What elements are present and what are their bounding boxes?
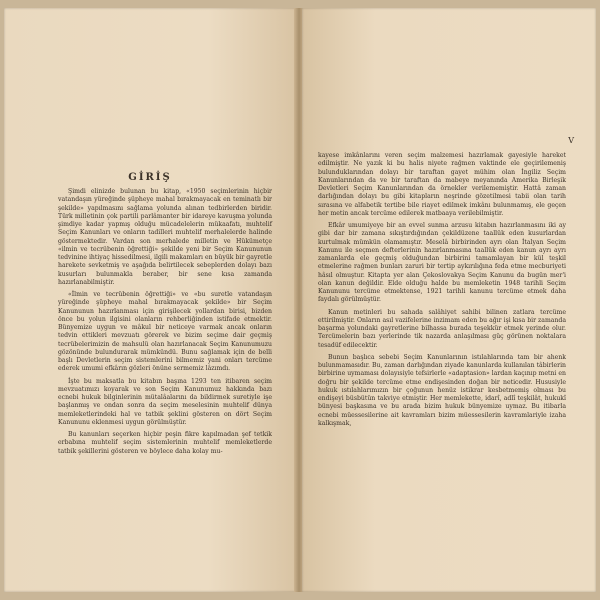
right-page — [302, 8, 596, 592]
paragraph: Şimdi elinizde bulunan bu kitap, «1950 seçimlerinin hiçbir vatandaşın yüreğinde şüpheye mahal bırakmayacak en teminatlı bir şekilde» yapılmasını sağlama yolunda alınan tedbirlerden biridir. Türk milletinin çok partili parlâmanter bir idareye kavuşma yolunda şimdiye kadar yapmış olduğu mücadelelerin mükaafatı, muhtelif Seçim Kanunları ve onların tadilleri muhtelif merhalelerde halinde göstermektedir. Vardan son merhalede milletin ve Hükümetçe «ilmin ve tecrübenin öğrettiği» şekilde yeni bir Seçim Kanununun tedvinine ihtiyaç hissedilmesi, ilgili makamları en büyük bir gayretle harekete sevketmiş ve aşağıda belirtilecek sebeplerden dolayı bazı kusurları bulunmakla beraber, bir sene kısa zamanda hazırlanabilmiştir. — [58, 188, 272, 286]
paragraph: «İlmin ve tecrübenin öğrettiği» ve «bu suretle vatandaşın yüreğinde şüpheye mahal bırakmayacak şekilde» bir Seçim Kanununun hazırlanması için girişilecek yollardan birisi, bizden önce bu yolun ilgisini olanların rehberliğinden istifade etmektir. Bünyemize uygun ve mâkul bir neticeye varmak ancak onların tedvin ettikleri mevzuatı görerek ve bizim seçime dair geçmiş tecrübelerimizin de mahsulü olan hazırlanacak Seçim Kanunumuzu gözönünde bulundurarak mümkündü. Bunu sağlamak için de belli başlı Devletlerin seçim sistemlerini bilmemiz yani onları tercüme ederek umumi efkârın gözleri önüne sermemiz lâzımdı. — [58, 291, 272, 373]
paragraph: kayese imkânlarını veren seçim malzemesi hazırlamak gayesiyle hareket edilmiştir. Ne yazık ki bu halis niyete rağmen vaktinde ele geçirilemeniş bulunduklarından dolayı bir taraftan gayet mühim olan İngiliz Seçim Kanunlarından da ve bir taraftan da mabeye meyanında Amerika Birleşik Devletleri Seçim Kanunlarından da örnekler verilememiştir. Hattâ zaman darlığından dolayı bu gibi kitapların neşrinde gözetilmesi tabii olan tarih sırasına ve alfabetik tertibe bile riayet edilmek imkânı bulunmamış, ele geçen her metin ancak tercüme edilerek matbaaya verilebilmiştir. — [318, 152, 566, 217]
page-number: V — [568, 136, 574, 145]
paragraph: Bu kanunları seçerken hiçbir peşin fikre kapılmadan şef tetkik erbabına muhtelif seçim sistemlerinin muhtelif memleketlerde tatbik şekillerini gösteren ve böylece daha kolay mu- — [58, 431, 272, 455]
left-page — [4, 8, 296, 592]
paragraph: Bunun başlıca sebebi Seçim Kanunlarının istılahlarında tam bir ahenk bulunmamasıdır. Bu, zaman darlığından ziyade kanunlarda kullanılan tâbirlerin birbirine uymaması dolayısiyle tefsirlerle «adaptasion» lardan kaçınıp metni en doğru bir şekilde tercüme etme endişesinden doğan bir neticedir. Hususiyle hukuk ıstılahlarımızın bir çoğunun henüz istikrar kesbetmemiş olması bu endişeyi büsbütün takviye etmiştir. Her memlekette, idarî, adlî teşkilât, hukukî bünyesi başkasına ve bu arada bizim hukuk bünyemize uymaz. Bu itibarla ecnebi müessesilerine ait kavramları bizim müessesilerin kavramlariyle izaha kalkışmak, — [318, 353, 566, 427]
left-page-text — [58, 188, 272, 460]
page-title: GİRİŞ — [128, 172, 172, 183]
paragraph: Kanun metinleri bu sahada salâhiyet sahibi bilinen zatlara tercüme ettirilmiştir. Onların asıl vazifelerine inzimam eden bu ağır işi kısa bir zamanda başarma yolundaki gayretlerine bilhassa burada teşekkür etmek yerinde olur. Tercümelerin bazı yerlerinde tik nazarda anlaşılması güç görünen noktalara tesadüf edilecektir. — [318, 308, 566, 349]
right-page-text — [318, 152, 566, 432]
paragraph: Efkâr umumiyeye bir an evvel sunma arzusu kitabın hazırlanmasını iki ay gibi dar bir zamana sıkıştırdığından çekildüzene taallük eden kusurlardan kurtulmak mümkün olamamıştır. Meselâ birbirinden ayrı olan İtalyan Seçim Kanunu ile seçmen defterlerinin hazırlanmasına taallük eden kanun ayrı ayrı zamanlarda ele geçmiş olduğundan birbirini tamamlayan bir kül teşkil etmelerine rağmen bunları zaruri bir tertip aykırılığına feda etme mecburiyeti hâsıl olmuştur. Kitapta yer alan Çekoslovakya Seçim Kanunu da bugün mer'i olan kanun değildir. Elde olduğu halde bu memleketin 1948 tarihli Seçim Kanununu tercüme etmektense, 1921 tarihli kanunu tercüme etmek daha faydalı görülmüştür. — [318, 222, 566, 304]
paragraph: İşte bu maksatla bu kitabın başına 1293 ten itibaren seçim mevzuatımızı koyarak ve son Seçim Kanunumuz hakkında bazı ecnebi hukuk bilginlerinin mütalâalarını da bildirmek suretiyle işe başlanmış ve ondan sonra da seçim meselesinin muhtelif dünya memleketlerindeki hal ve tatbik şeklini gösteren on dört Seçim Kanununu eklenmesi uygun görülmüştür. — [58, 377, 272, 426]
